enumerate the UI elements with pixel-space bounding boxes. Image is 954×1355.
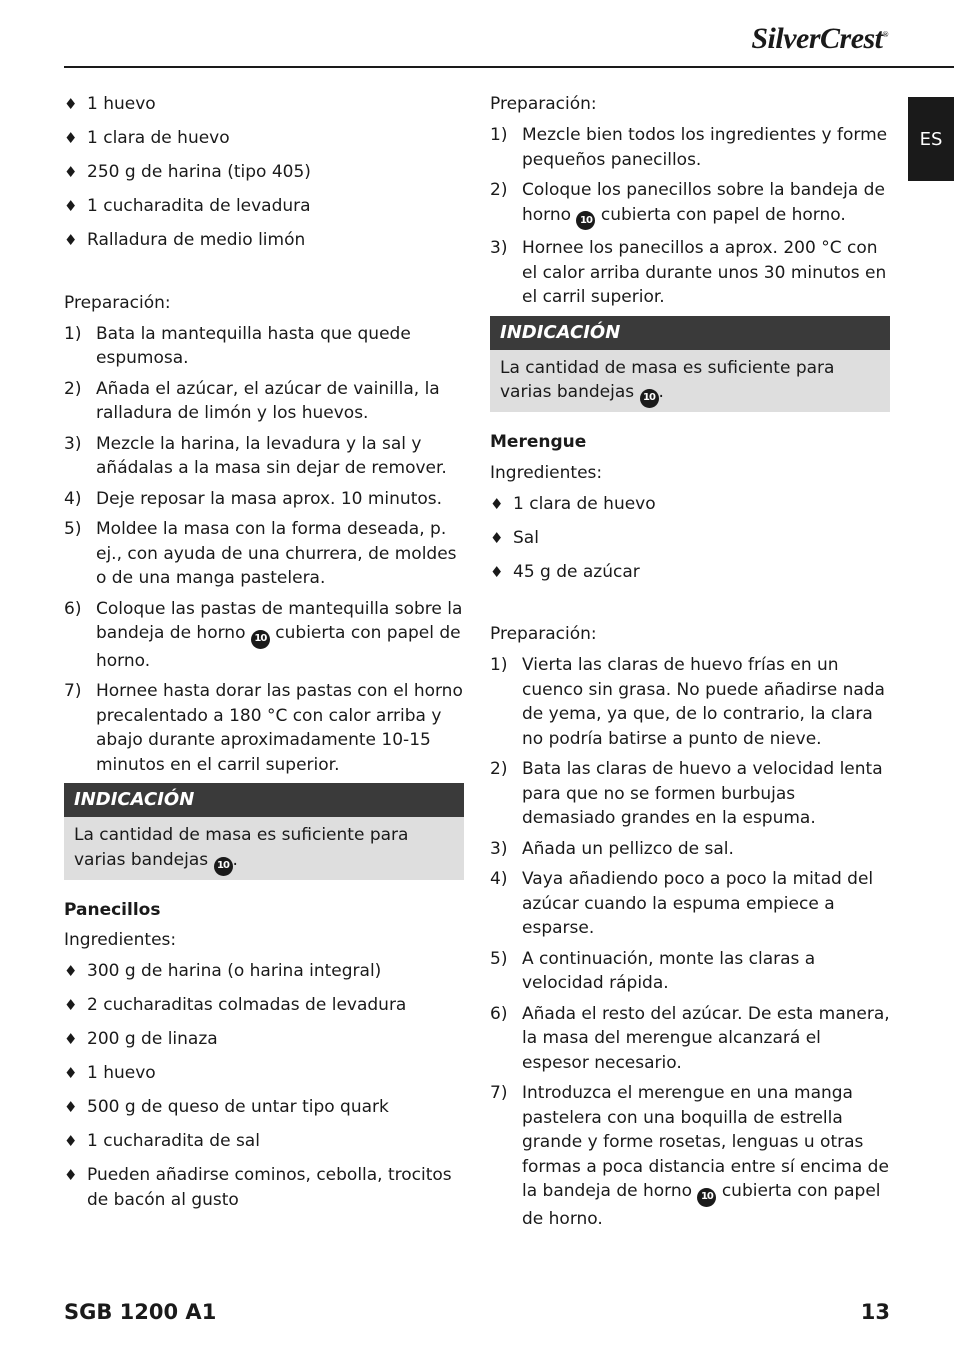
step-item: [490, 1081, 890, 1231]
step-text: Hornee hasta dorar las pastas con el horno precalentado a 180 °C con calor arriba y abajo durante aproximadamente 10-15 minutos en el carril superior.: [96, 681, 463, 775]
baking-tray-reference-icon: 10: [576, 211, 595, 230]
step-number: 2): [64, 378, 82, 399]
step-number: 1): [490, 125, 508, 145]
step-list: [64, 322, 464, 778]
step-item: [64, 377, 464, 426]
step-item: [64, 432, 464, 481]
step-item: [490, 947, 890, 996]
step-item: [490, 837, 890, 862]
step-number: 7): [64, 681, 82, 702]
list-item: ♦ 1 clara de huevo: [64, 126, 464, 151]
step-item: [490, 867, 890, 941]
brand-name: SilverCrest: [751, 22, 883, 55]
step-item: [490, 178, 890, 230]
list-item: ♦ 1 cucharadita de levadura: [64, 194, 464, 219]
step-text: Añada un pellizco de sal.: [522, 838, 734, 859]
ingredient-list: [490, 492, 890, 585]
step-text: Mezcle la harina, la levadura y la sal y añádalas a la masa sin dejar de remover.: [96, 433, 447, 478]
step-text: Añada el azúcar, el azúcar de vainilla, la ralladura de limón y los huevos.: [96, 378, 440, 423]
list-item: ♦ 250 g de harina (tipo 405): [64, 160, 464, 185]
step-number: 4): [64, 488, 82, 509]
step-item: [64, 322, 464, 371]
step-text: Añada el resto del azúcar. De esta manera, la masa del merengue alcanzará el espesor necesario.: [522, 1003, 890, 1073]
note-text: [490, 350, 890, 412]
right-column: [490, 92, 890, 1237]
note-text-end: .: [658, 382, 664, 403]
note-box: [64, 783, 464, 879]
step-text-end: cubierta con papel de horno.: [595, 204, 846, 225]
list-item: ♦ 1 clara de huevo: [490, 492, 890, 517]
note-box: [490, 316, 890, 412]
note-title: INDICACIÓN: [64, 783, 464, 817]
left-column: [64, 92, 464, 1222]
step-number: 3): [64, 433, 82, 454]
list-item: ♦ 2 cucharaditas colmadas de levadura: [64, 993, 464, 1018]
note-title: INDICACIÓN: [490, 316, 890, 350]
list-item: ♦ 1 huevo: [64, 1061, 464, 1086]
step-item: [490, 236, 890, 310]
step-text: Coloque los panecillos sobre la bandeja de horno: [522, 180, 885, 225]
step-text: Deje reposar la masa aprox. 10 minutos.: [96, 488, 443, 509]
list-item: ♦ Pueden añadirse cominos, cebolla, trocitos de bacón al gusto: [64, 1163, 464, 1212]
registered-mark: ®: [882, 30, 888, 39]
step-text: Vierta las claras de huevo frías en un cuenco sin grasa. No puede añadirse nada de yema, ya que, de lo contrario, la clara no podría batirse a punto de nieve.: [522, 655, 885, 749]
model-number: SGB 1200 A1: [64, 1300, 217, 1324]
list-item: ♦ Ralladura de medio limón: [64, 228, 464, 253]
step-number: 1): [490, 655, 508, 675]
ingredient-list: [64, 959, 464, 1212]
step-text: Hornee los panecillos a aprox. 200 °C con el calor arriba durante unos 30 minutos en el carril superior.: [522, 238, 887, 308]
list-item: ♦ 1 huevo: [64, 92, 464, 117]
ingredient-list: [64, 92, 464, 253]
preparation-label: Preparación:: [64, 292, 171, 313]
step-item: [490, 1002, 890, 1076]
list-item: ♦ 45 g de azúcar: [490, 560, 890, 585]
list-item: ♦ Sal: [490, 526, 890, 551]
ingredients-label: Ingredientes:: [490, 462, 603, 483]
step-number: 6): [490, 1003, 508, 1024]
step-text: Bata las claras de huevo a velocidad lenta para que no se formen burbujas demasiado grandes en la espuma.: [522, 759, 883, 828]
list-item: ♦ 1 cucharadita de sal: [64, 1129, 464, 1154]
step-item: [490, 653, 890, 751]
baking-tray-reference-icon: 10: [251, 630, 270, 649]
list-item: ♦ 300 g de harina (o harina integral): [64, 959, 464, 984]
section-title-merengue: Merengue: [490, 432, 587, 452]
step-text: Introduzca el merengue en una manga pastelera con una boquilla de estrella grande y forme rosetas, lenguas u otras formas a poca distancia entre sí encima de la bandeja de horno: [522, 1083, 889, 1201]
step-item: [64, 517, 464, 591]
list-item: ♦ 500 g de queso de untar tipo quark: [64, 1095, 464, 1120]
step-number: 2): [490, 759, 508, 779]
step-item: [490, 757, 890, 831]
note-text-end: .: [232, 849, 238, 870]
step-list: [490, 123, 890, 310]
note-text: [64, 817, 464, 879]
brand-logo: [751, 22, 888, 56]
baking-tray-reference-icon: 10: [214, 857, 233, 876]
step-item: [64, 679, 464, 777]
note-text-start: La cantidad de masa es suficiente para varias bandejas: [500, 357, 835, 403]
section-title-panecillos: Panecillos: [64, 899, 161, 920]
ingredients-label: Ingredientes:: [64, 930, 177, 950]
step-number: 5): [490, 948, 508, 969]
step-number: 6): [64, 598, 82, 619]
step-number: 4): [490, 869, 508, 889]
step-text: Mezcle bien todos los ingredientes y forme pequeños panecillos.: [522, 125, 888, 170]
step-text: Moldee la masa con la forma deseada, p. ej., con ayuda de una churrera, de moldes o de una manga pastelera.: [96, 519, 457, 588]
preparation-label: Preparación:: [490, 624, 597, 644]
step-item: [490, 123, 890, 172]
step-number: 5): [64, 519, 82, 539]
header-divider: [64, 66, 954, 68]
language-tab: ES: [908, 97, 954, 181]
baking-tray-reference-icon: 10: [640, 389, 659, 408]
step-number: 7): [490, 1083, 508, 1103]
step-text-end: cubierta con papel de horno.: [96, 623, 461, 671]
step-item: [64, 597, 464, 674]
step-text: Coloque las pastas de mantequilla sobre la bandeja de horno: [96, 598, 463, 643]
step-text: Vaya añadiendo poco a poco la mitad del azúcar cuando la espuma empiece a esparse.: [522, 869, 874, 938]
note-text-start: La cantidad de masa es suficiente para varias bandejas: [74, 825, 409, 870]
step-number: 1): [64, 323, 82, 344]
preparation-label: Preparación:: [490, 94, 597, 114]
baking-tray-reference-icon: 10: [697, 1188, 716, 1207]
step-number: 2): [490, 180, 508, 200]
step-number: 3): [490, 238, 508, 259]
step-text: Bata la mantequilla hasta que quede espumosa.: [96, 323, 411, 368]
page-number: 13: [860, 1300, 890, 1324]
step-text: A continuación, monte las claras a velocidad rápida.: [522, 948, 816, 993]
step-number: 3): [490, 838, 508, 859]
list-item: ♦ 200 g de linaza: [64, 1027, 464, 1052]
step-item: [64, 487, 464, 512]
step-list: [490, 653, 890, 1231]
step-text-end: cubierta con papel de horno.: [522, 1181, 881, 1229]
